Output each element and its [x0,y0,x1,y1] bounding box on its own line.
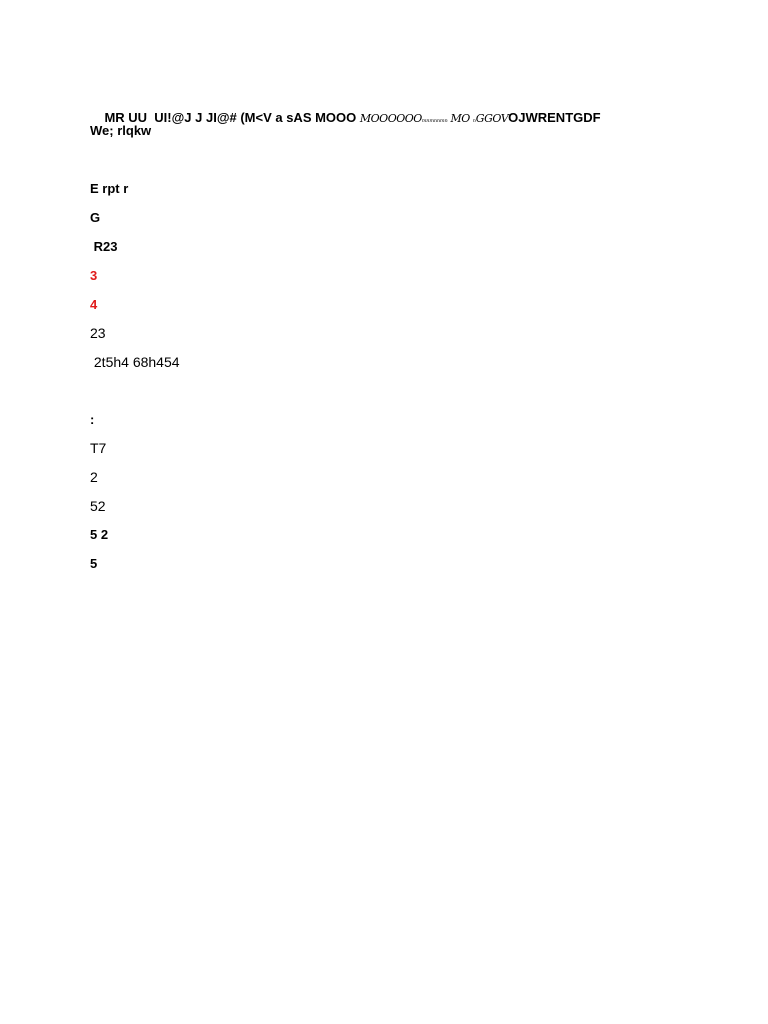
doc-line-9: 2t5h4 68h454 [90,354,180,370]
doc-line-13: 52 [90,498,106,514]
doc-line-15: 5 [90,556,98,571]
doc-line-1-script-b: mnmnnmn [421,118,448,124]
doc-line-1-text-start: MR UU UI!@J J JI@# (M<V a sAS MOOO [104,110,360,125]
doc-line-1-script-a: MOOOOOO [359,112,422,125]
doc-line-6: 3 [90,268,98,283]
doc-line-11: T7 [90,440,107,456]
doc-line-4: G [90,210,101,225]
doc-line-2: We; rlqkw [90,123,152,138]
doc-line-14: 5 2 [90,527,109,542]
doc-line-8: 23 [90,325,106,341]
doc-line-1 [90,94,601,145]
doc-line-1-script-e: GGOV [475,112,509,125]
doc-line-1-script-c: MO [447,112,473,125]
doc-line-3: E rpt r [90,181,129,196]
doc-line-12: 2 [90,469,98,485]
doc-line-7: 4 [90,297,98,312]
doc-line-1-script-d: n [472,118,476,124]
doc-line-10: : [90,412,95,427]
doc-line-1-text-end: OJWRENTGDF [508,110,601,125]
doc-line-5: R23 [90,239,118,254]
